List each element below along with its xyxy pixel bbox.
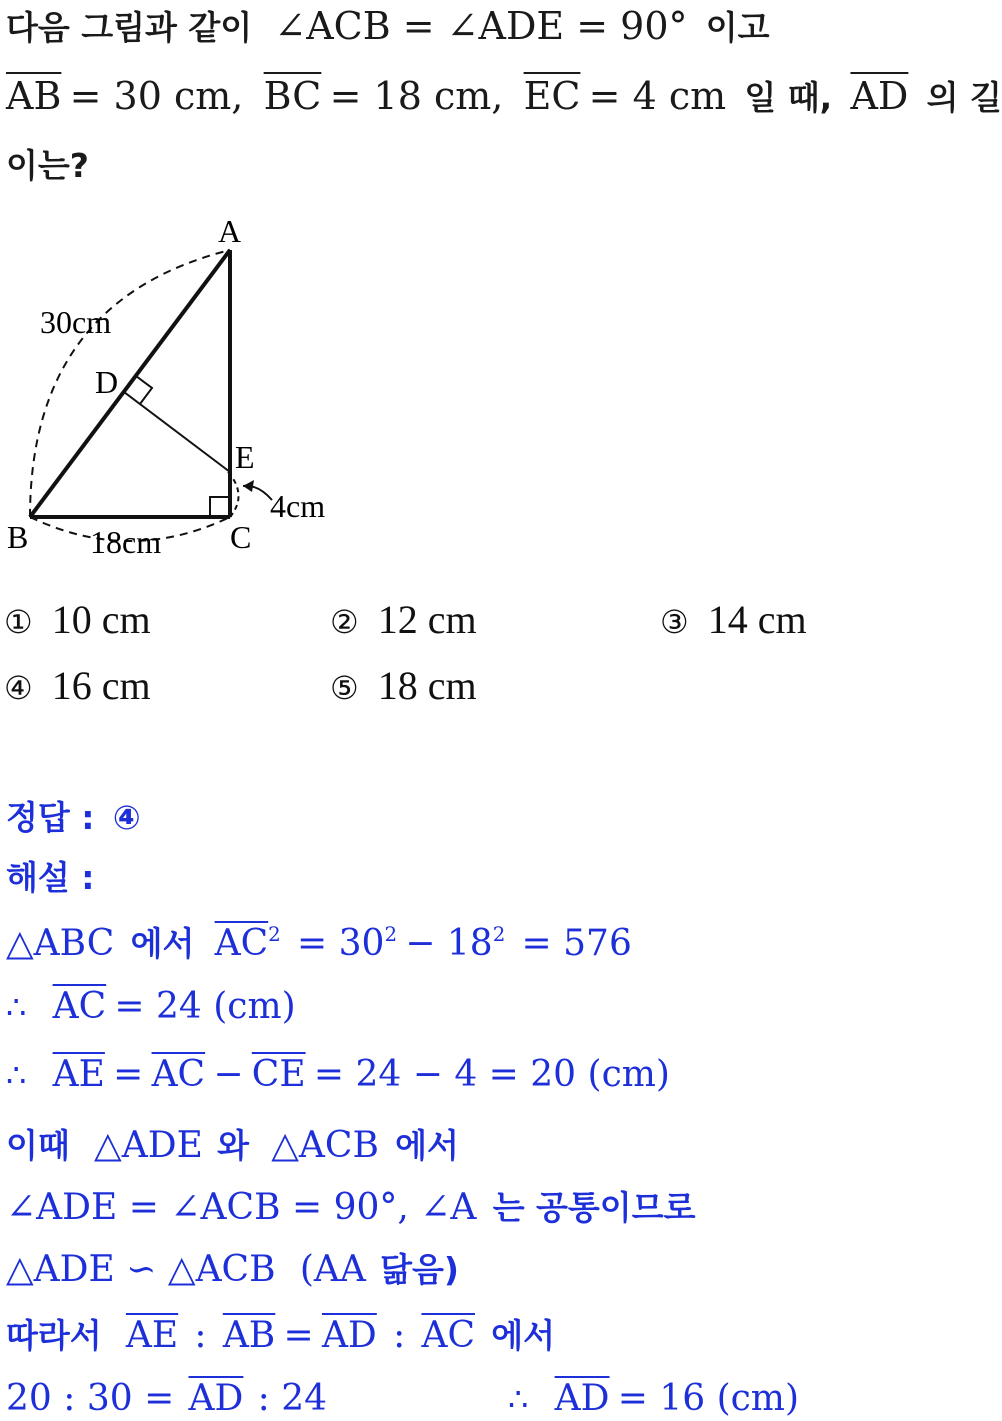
- triangle-abc: △ABC: [6, 923, 115, 964]
- step-8-ratio: 20 : 30 =: [6, 1378, 175, 1419]
- step-8-twentyfour: : 24: [257, 1378, 328, 1419]
- triangle-acb: △ACB: [271, 1125, 379, 1166]
- choice-3[interactable]: [660, 596, 807, 643]
- question-intro: 다음 그림과 같이: [6, 8, 253, 47]
- step-5-common: 는 공통이므로: [492, 1188, 696, 1227]
- solution-step-6: [6, 1244, 459, 1291]
- label-c: C: [230, 519, 252, 555]
- step-3-segment-ae: $\overline{AE}$: [52, 1054, 105, 1095]
- final-result: = 16 (cm): [617, 1378, 799, 1419]
- label-e: E: [235, 439, 255, 475]
- therefore-icon: ∴: [508, 1380, 529, 1418]
- solution-step-7: [6, 1310, 555, 1357]
- value-bc: = 18 cm,: [329, 74, 504, 118]
- value-ec: = 4 cm: [588, 74, 727, 118]
- question-connector: 이고: [705, 8, 770, 47]
- segment-ad: $\overline{AD}$: [850, 74, 909, 118]
- solution-step-2: [6, 986, 296, 1027]
- step-5-angles: ∠ADE = ∠ACB = 90°, ∠A: [6, 1187, 477, 1228]
- solution-step-5: [6, 1182, 695, 1229]
- step-3-equals: =: [113, 1054, 144, 1095]
- question-line-3: [6, 140, 89, 187]
- final-segment-ad: $\overline{AD}$: [554, 1378, 610, 1419]
- step-3-result: = 24 − 4 = 20 (cm): [313, 1054, 670, 1095]
- choice-5[interactable]: [330, 662, 477, 709]
- step-7-equals: =: [283, 1315, 314, 1356]
- step-7-segment-ac: $\overline{AC}$: [421, 1315, 475, 1356]
- step-1-eighteen: − 18: [405, 923, 493, 964]
- segment-ec: $\overline{EC}$: [523, 74, 581, 118]
- label-ec-length: 4cm: [270, 488, 326, 524]
- question-length: 의 길: [926, 78, 1002, 117]
- step-7-therefore: 따라서: [6, 1316, 102, 1355]
- choice-1[interactable]: [4, 596, 151, 643]
- choice-4-number: ④: [4, 669, 33, 707]
- choice-5-value: 18 cm: [377, 663, 477, 708]
- step-8-segment-ad: $\overline{AD}$: [188, 1378, 244, 1419]
- segment-ab: $\overline{AB}$: [6, 74, 62, 118]
- step-6-similar: 닮음): [380, 1250, 459, 1289]
- step-4-then: 이때: [6, 1126, 70, 1165]
- therefore-icon: ∴: [6, 988, 27, 1026]
- step-2-result: = 24 (cm): [114, 986, 296, 1027]
- solution-final: [508, 1378, 799, 1419]
- step-7-segment-ad: $\overline{AD}$: [321, 1315, 377, 1356]
- label-a: A: [218, 213, 242, 249]
- step-7-segment-ae: $\overline{AE}$: [125, 1315, 179, 1356]
- solution-step-1: [6, 918, 632, 965]
- explanation-label-line: [6, 852, 94, 899]
- choice-4[interactable]: [4, 662, 151, 709]
- right-angle-c: [210, 497, 230, 517]
- choice-3-value: 14 cm: [707, 597, 807, 642]
- choice-4-value: 16 cm: [51, 663, 151, 708]
- question-when: 일 때,: [744, 78, 833, 117]
- label-bc-length: 18cm: [90, 524, 162, 560]
- question-line-1: [6, 2, 770, 49]
- step-1-in: 에서: [130, 924, 195, 963]
- answer-label: 정답 :: [6, 798, 95, 837]
- choice-2[interactable]: [330, 596, 477, 643]
- step-1-segment-ac: $\overline{AC}$: [214, 923, 269, 964]
- step-2-segment-ac: $\overline{AC}$: [52, 986, 107, 1027]
- step-7-colon-1: :: [194, 1315, 207, 1356]
- segment-de: [124, 392, 230, 472]
- step-4-and: 와: [217, 1126, 249, 1165]
- choice-1-value: 10 cm: [51, 597, 151, 642]
- angle-condition: ∠ACB = ∠ADE = 90°: [274, 4, 688, 48]
- step-4-in: 에서: [395, 1126, 459, 1165]
- step-1-thirty: = 30: [297, 923, 385, 964]
- step-1-result: = 576: [521, 923, 632, 964]
- right-angle-d: [136, 376, 152, 404]
- step-7-in: 에서: [491, 1316, 556, 1355]
- choice-5-number: ⑤: [330, 669, 359, 707]
- step-1-exponent-2: 2: [384, 923, 398, 947]
- triangle-ade: △ADE: [94, 1125, 203, 1166]
- answer-value: ④: [112, 798, 141, 837]
- therefore-icon: ∴: [6, 1056, 27, 1094]
- answer-line: [6, 792, 141, 839]
- solution-step-8: [6, 1378, 327, 1419]
- choice-2-number: ②: [330, 603, 359, 641]
- solution-step-3: [6, 1054, 670, 1095]
- explanation-label: 해설 :: [6, 858, 95, 897]
- step-3-segment-ce: $\overline{CE}$: [251, 1054, 306, 1095]
- question-ending: 이는?: [6, 146, 89, 185]
- step-7-colon-2: :: [393, 1315, 406, 1356]
- step-1-exponent-3: 2: [492, 923, 506, 947]
- value-ab: = 30 cm,: [69, 74, 244, 118]
- step-6-similarity: △ADE ∽ △ACB: [6, 1249, 276, 1290]
- step-1-exponent: 2: [268, 923, 281, 947]
- step-3-minus: −: [213, 1054, 244, 1095]
- choice-2-value: 12 cm: [377, 597, 477, 642]
- label-d: D: [95, 364, 119, 400]
- arrow-head-icon: [243, 480, 254, 492]
- step-6-aa: (AA: [299, 1249, 366, 1290]
- triangle-figure: [0, 200, 360, 570]
- label-ab-length: 30cm: [40, 304, 112, 340]
- step-7-segment-ab: $\overline{AB}$: [222, 1315, 276, 1356]
- choice-3-number: ③: [660, 603, 689, 641]
- choice-1-number: ①: [4, 603, 33, 641]
- segment-bc: $\overline{BC}$: [263, 74, 322, 118]
- step-3-segment-ac: $\overline{AC}$: [151, 1054, 206, 1095]
- solution-step-4: [6, 1120, 459, 1167]
- question-line-2: [6, 72, 1002, 119]
- side-ab: [30, 250, 230, 517]
- label-b: B: [7, 519, 29, 555]
